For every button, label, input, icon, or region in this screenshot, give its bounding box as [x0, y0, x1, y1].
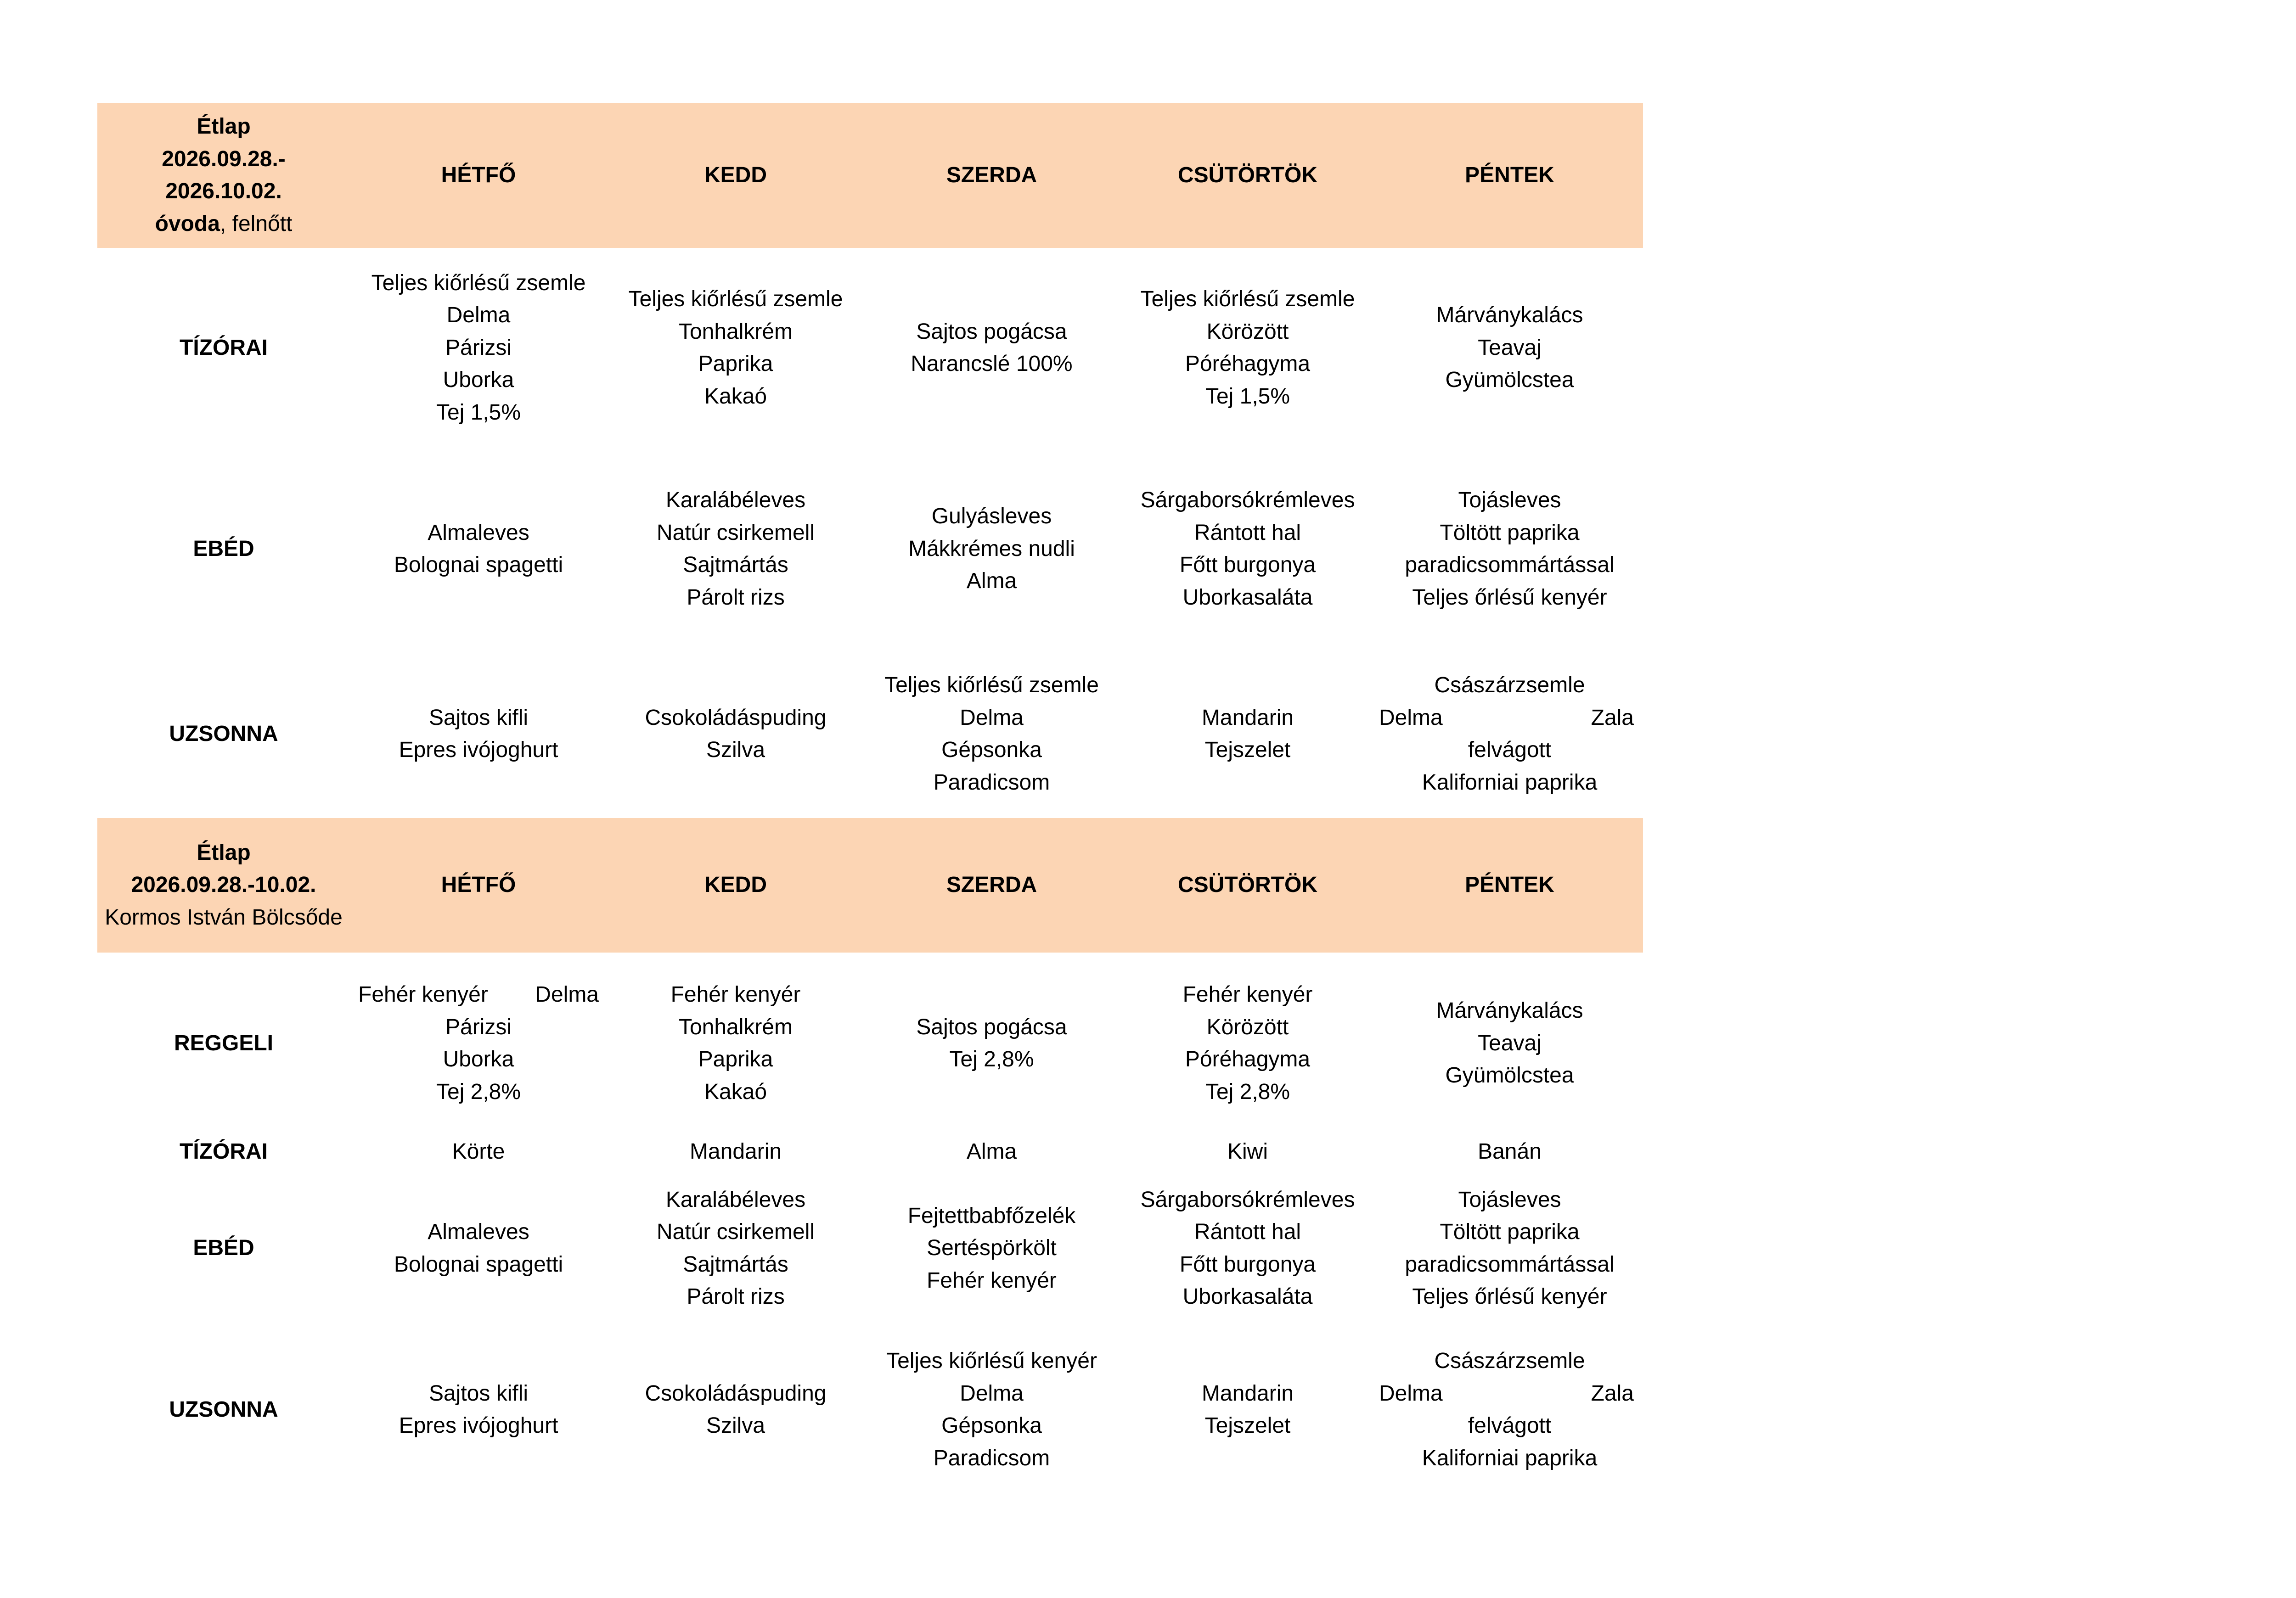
menu2-row-reggeli [97, 953, 1643, 1134]
menu-line: Párolt rizs [687, 585, 785, 610]
menu-line: Kakaó [704, 384, 767, 409]
menu-line: Tej 2,8% [949, 1047, 1034, 1071]
menu-line: Teavaj [1478, 1031, 1542, 1055]
menu-line: Tej 2,8% [1205, 1079, 1290, 1104]
menu-line: Uborka [443, 1047, 514, 1071]
menu-line: Sajtos kifli [428, 705, 529, 730]
menu-line: Teljes kiőrlésű zsemle [628, 287, 843, 311]
menu-line: Teljes őrlésű kenyér [1412, 585, 1607, 610]
menu-cell-day-4 [1119, 1327, 1376, 1492]
menu-line: Karalábéleves [665, 488, 806, 512]
menu-line: Teljes kiőrlésű zsemle [884, 673, 1099, 697]
menu-line: Póréhagyma [1185, 352, 1311, 376]
meal-label: TÍZÓRAI [180, 335, 268, 360]
menu-audience-rest: , felnőtt [219, 211, 293, 236]
menu-cell-day-4 [1119, 1170, 1376, 1327]
menu-line: Banán [1478, 1139, 1542, 1164]
menu-cell-day-3 [864, 953, 1119, 1134]
menu-line: Fehér kenyér [358, 982, 488, 1007]
menu-cell-day-2 [607, 953, 864, 1134]
menu-table [97, 0, 1643, 1492]
menu-line: Fehér kenyér [1182, 982, 1313, 1007]
split-line [1376, 702, 1643, 735]
menu-cell-day-4 [1119, 248, 1376, 448]
menu-line: Uborkasaláta [1182, 585, 1313, 610]
menu-cell-day-5 [1376, 953, 1643, 1134]
menu-line: Paradicsom [933, 770, 1050, 795]
menu-line: Teljes kiőrlésű zsemle [371, 270, 586, 295]
menu-title: Étlap [197, 114, 251, 139]
menu-line: Delma [1379, 705, 1443, 730]
menu-line: Bolognai spagetti [394, 1252, 563, 1277]
menu-line: Delma [960, 705, 1024, 730]
menu-line: Csokoládáspuding [645, 1381, 827, 1406]
menu-line: Kiwi [1227, 1139, 1268, 1164]
menu-cell-day-3 [864, 1327, 1119, 1492]
menu-line: Zala [1591, 1381, 1634, 1406]
menu2-row-tízórai [97, 1134, 1643, 1170]
menu-line: Karalábéleves [665, 1187, 806, 1212]
menu-line: Teljes őrlésű kenyér [1412, 1284, 1607, 1309]
menu-line: Almaleves [428, 520, 529, 545]
menu-title: Étlap [197, 840, 251, 865]
menu-line: Mandarin [689, 1139, 782, 1164]
menu-cell-day-3 [864, 650, 1119, 818]
menu-line: Paprika [698, 1047, 773, 1071]
menu-cell-day-5 [1376, 650, 1643, 818]
menu-line: Paprika [698, 352, 773, 376]
menu1-header-row [97, 103, 1643, 248]
menu-audience-bold: óvoda [155, 211, 220, 236]
menu-line: paradicsommártással [1405, 1252, 1615, 1277]
menu-line: Tonhalkrém [678, 1015, 793, 1039]
menu-line: Gulyásleves [931, 504, 1052, 529]
menu-line: Szilva [706, 738, 765, 762]
menu-line: Sajtos pogácsa [916, 1015, 1067, 1039]
menu-line: Uborka [443, 368, 514, 392]
menu1-title-cell [97, 103, 350, 248]
menu-line: Narancslé 100% [911, 352, 1073, 376]
menu-line: Töltött paprika [1440, 1220, 1580, 1244]
menu-cell-day-3 [864, 1134, 1119, 1170]
meal-label: REGGELI [174, 1031, 274, 1055]
day-header-4: CSÜTÖRTÖK [1119, 818, 1376, 953]
menu-line: Sajtmártás [683, 1252, 788, 1277]
menu-audience [97, 208, 350, 241]
menu-cell-day-4 [1119, 953, 1376, 1134]
menu-line: Alma [966, 1139, 1017, 1164]
meal-label: TÍZÓRAI [180, 1139, 268, 1164]
menu-cell-day-2 [607, 1134, 864, 1170]
menu-cell-day-5 [1376, 1134, 1643, 1170]
meal-label: UZSONNA [169, 1397, 278, 1422]
menu-line: Tonhalkrém [678, 319, 793, 344]
menu-sheet [97, 0, 1643, 1492]
menu-line: Epres ivójoghurt [399, 1413, 558, 1438]
menu-cell-day-2 [607, 1170, 864, 1327]
menu-line: Delma [1379, 1381, 1443, 1406]
menu-line: Uborkasaláta [1182, 1284, 1313, 1309]
menu-line: Töltött paprika [1440, 520, 1580, 545]
menu-line: Teavaj [1478, 335, 1542, 360]
menu-line: Szilva [706, 1413, 765, 1438]
menu1-row-uzsonna [97, 650, 1643, 818]
day-header-4: CSÜTÖRTÖK [1119, 103, 1376, 248]
menu-line: Sárgaborsókrémleves [1140, 1187, 1355, 1212]
menu1-row-ebéd [97, 448, 1643, 650]
menu-line: Teljes kiőrlésű kenyér [886, 1349, 1097, 1373]
split-line [350, 979, 607, 1011]
menu-line: Márványkalács [1436, 998, 1583, 1023]
menu-line: Póréhagyma [1185, 1047, 1311, 1071]
menu-line: Sajtos pogácsa [916, 319, 1067, 344]
menu-location: Kormos István Bölcsőde [105, 905, 343, 930]
menu-line: Tejszelet [1204, 738, 1291, 762]
menu-cell-day-3 [864, 448, 1119, 650]
menu-line: Párizsi [445, 1015, 512, 1039]
menu-line: Körözött [1206, 1015, 1289, 1039]
day-header-2: KEDD [607, 818, 864, 953]
menu-cell-day-2 [607, 448, 864, 650]
menu-date: 2026.09.28.-10.02. [131, 873, 316, 897]
menu-cell-day-4 [1119, 650, 1376, 818]
menu2-header-row [97, 818, 1643, 953]
day-header-3: SZERDA [864, 103, 1119, 248]
top-spacer-row [97, 0, 1643, 103]
menu-line: Natúr csirkemell [656, 520, 815, 545]
menu-line: Tojásleves [1458, 488, 1561, 512]
menu-line: Csokoládáspuding [645, 705, 827, 730]
menu-line: Gépsonka [941, 1413, 1042, 1438]
meal-label: EBÉD [193, 1236, 254, 1261]
menu-cell-day-3 [864, 248, 1119, 448]
menu-line: Kaliforniai paprika [1422, 1446, 1598, 1470]
menu2-title-cell [97, 818, 350, 953]
menu-cell-day-1 [350, 650, 607, 818]
menu-line: Natúr csirkemell [656, 1220, 815, 1244]
menu-cell-day-2 [607, 650, 864, 818]
menu-line: Tejszelet [1204, 1413, 1291, 1438]
menu-line: paradicsommártással [1405, 553, 1615, 577]
menu-line: Tej 2,8% [436, 1079, 521, 1104]
menu-cell-day-1 [350, 1327, 607, 1492]
day-header-1: HÉTFŐ [350, 818, 607, 953]
menu-cell-day-1 [350, 248, 607, 448]
menu-line: Körözött [1206, 319, 1289, 344]
menu-line: Almaleves [428, 1220, 529, 1244]
menu-date: 2026.09.28.- [162, 146, 286, 171]
day-header-5: PÉNTEK [1376, 818, 1643, 953]
menu-line: Körte [452, 1139, 505, 1164]
menu-line: Tej 1,5% [1205, 384, 1290, 409]
menu-line: Mákkrémes nudli [908, 536, 1075, 561]
menu-line: Sertéspörkölt [927, 1236, 1057, 1261]
day-header-3: SZERDA [864, 818, 1119, 953]
menu-cell-day-5 [1376, 248, 1643, 448]
menu-cell-day-1 [350, 953, 607, 1134]
menu-cell-day-1 [350, 1134, 607, 1170]
menu-line: Kaliforniai paprika [1422, 770, 1598, 795]
split-line [1376, 1378, 1643, 1410]
menu-line: Bolognai spagetti [394, 553, 563, 577]
menu-line: Kakaó [704, 1079, 767, 1104]
day-header-1: HÉTFŐ [350, 103, 607, 248]
menu2-row-ebéd [97, 1170, 1643, 1327]
menu-cell-day-1 [350, 1170, 607, 1327]
menu-line: Főtt burgonya [1179, 1252, 1316, 1277]
menu-line: Márványkalács [1436, 303, 1583, 328]
menu-cell-day-5 [1376, 1327, 1643, 1492]
menu-cell-day-5 [1376, 1170, 1643, 1327]
menu-line: Mandarin [1201, 1381, 1294, 1406]
menu-date-end: 2026.10.02. [165, 179, 282, 203]
menu-line: Gyümölcstea [1445, 1063, 1574, 1088]
menu-line: Sárgaborsókrémleves [1140, 488, 1355, 512]
menu-line: Alma [966, 569, 1017, 594]
menu-line: Császárzsemle [1434, 673, 1585, 697]
menu-line: felvágott [1468, 1413, 1552, 1438]
menu-line: Rántott hal [1194, 520, 1301, 545]
menu-line: Fejtettbabfőzelék [907, 1203, 1076, 1228]
menu-cell-day-1 [350, 448, 607, 650]
menu-line: Gyümölcstea [1445, 368, 1574, 392]
menu-line: Delma [535, 982, 599, 1007]
menu-line: Teljes kiőrlésű zsemle [1140, 287, 1355, 311]
menu-line: Császárzsemle [1434, 1349, 1585, 1373]
menu2-row-uzsonna [97, 1327, 1643, 1492]
menu-line: Zala [1591, 705, 1634, 730]
menu-line: Sajtmártás [683, 553, 788, 577]
menu-line: Tojásleves [1458, 1187, 1561, 1212]
menu-cell-day-3 [864, 1170, 1119, 1327]
menu-line: Delma [960, 1381, 1024, 1406]
menu-line: Tej 1,5% [436, 400, 521, 425]
day-header-5: PÉNTEK [1376, 103, 1643, 248]
menu-line: Gépsonka [941, 738, 1042, 762]
menu-line: Párolt rizs [687, 1284, 785, 1309]
menu-line: Delma [446, 303, 511, 328]
meal-label: UZSONNA [169, 721, 278, 746]
menu-line: Főtt burgonya [1179, 553, 1316, 577]
menu-line: Sajtos kifli [428, 1381, 529, 1406]
menu-line: Párizsi [445, 335, 512, 360]
menu1-row-tízórai [97, 248, 1643, 448]
menu-line: Paradicsom [933, 1446, 1050, 1470]
menu-cell-day-5 [1376, 448, 1643, 650]
menu-cell-day-4 [1119, 448, 1376, 650]
menu-line: Mandarin [1201, 705, 1294, 730]
menu-line: Epres ivójoghurt [399, 738, 558, 762]
menu-cell-day-2 [607, 248, 864, 448]
menu-line: Fehér kenyér [927, 1268, 1057, 1293]
day-header-2: KEDD [607, 103, 864, 248]
menu-cell-day-4 [1119, 1134, 1376, 1170]
menu-line: Fehér kenyér [670, 982, 801, 1007]
meal-label: EBÉD [193, 536, 254, 561]
menu-line: Rántott hal [1194, 1220, 1301, 1244]
menu-cell-day-2 [607, 1327, 864, 1492]
menu-line: felvágott [1468, 738, 1552, 762]
